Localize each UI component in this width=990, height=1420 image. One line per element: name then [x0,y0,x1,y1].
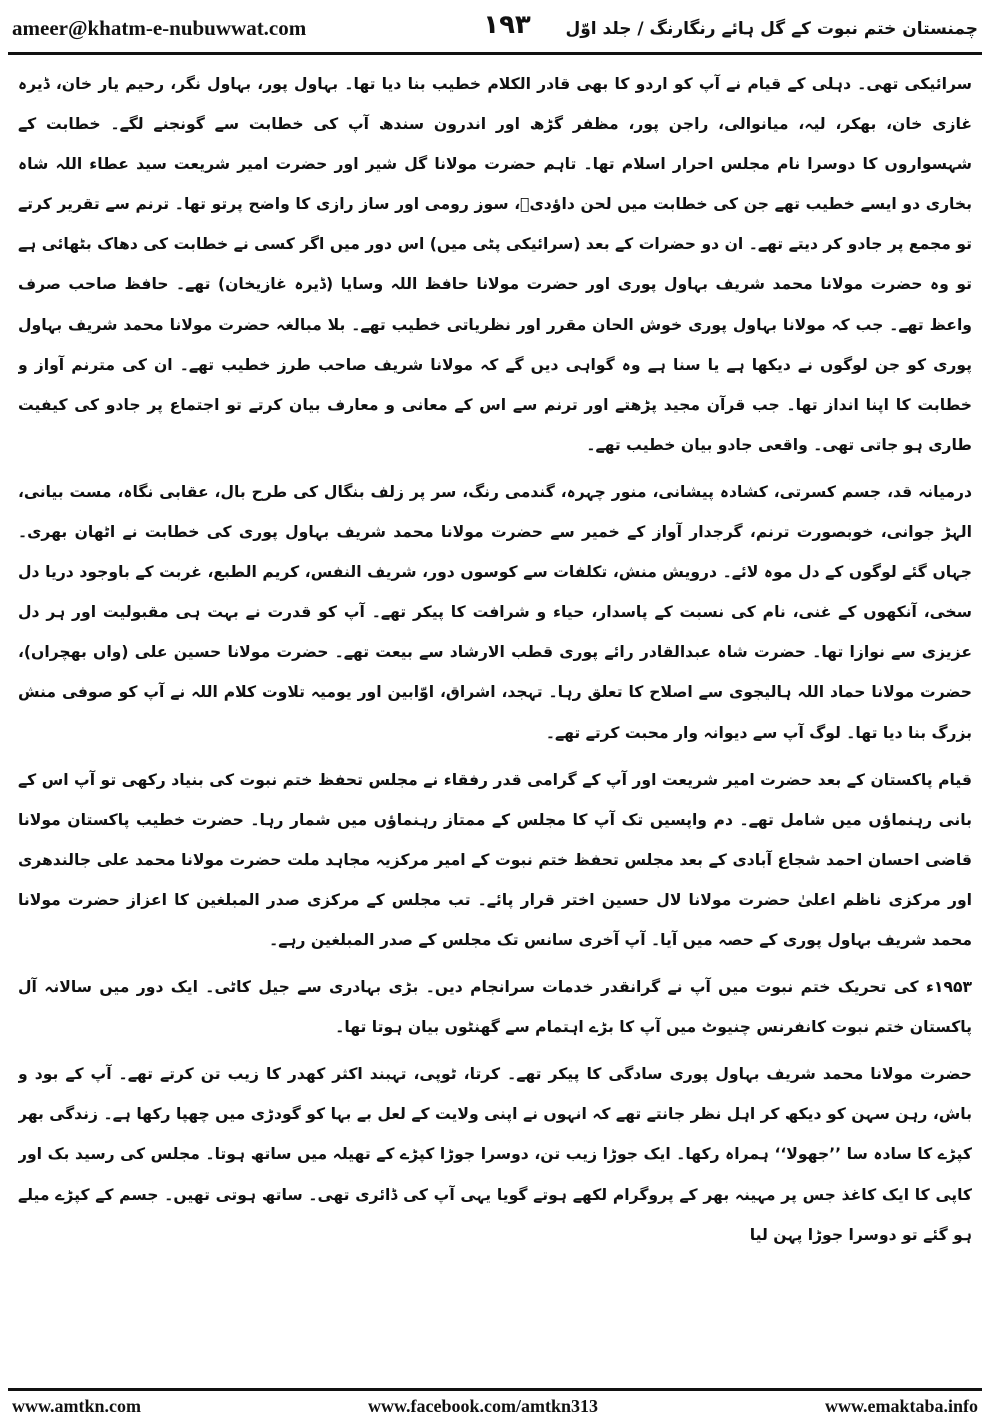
paragraph: حضرت مولانا محمد شریف بہاول پوری سادگی کا پیکر تھے۔ کرتا، ٹوپی، تہبند اکثر کھدر کا زیب تن کرتے تھے۔ آپ کے بود و باش، رہن سہن کو دیکھ کر اہل نظر جانتے تھے کہ انہوں نے اپنی ولایت کے لعل بے بہا کو گودڑی میں چھپا رکھا ہے۔ زندگی بھر کپڑے کا سادہ سا ’’جھولا‘‘ ہمراہ رکھا۔ ایک جوڑا زیب تن، دوسرا جوڑا کپڑے کے تھیلہ میں ساتھ ہوتا۔ مجلس کی رسید بک اور کاپی کا ایک کاغذ جس پر مہینہ بھر کے پروگرام لکھے ہوتے گویا یہی آپ کی ڈائری تھی۔ ساتھ ہوتی تھیں۔ جسم کے کپڑے میلے ہو گئے تو دوسرا جوڑا پہن لیا [18,1065,972,1244]
page-header [12,8,978,48]
book-title: چمنستان ختم نبوت کے گل ہائے رنگارنگ / جلد اوّل [565,18,978,39]
page-footer [12,1394,978,1418]
footer-link-right[interactable]: www.emaktaba.info [824,1395,978,1416]
paragraph: قیام پاکستان کے بعد حضرت امیر شریعت اور آپ کے گرامی قدر رفقاء نے مجلس تحفظ ختم نبوت کی بنیاد رکھی تو آپ اس کے بانی رہنماؤں میں شامل تھے۔ دم واپسیں تک آپ کا مجلس کے ممتاز رہنماؤں میں شمار رہا۔ حضرت خطیب پاکستان مولانا قاضی احسان احمد شجاع آبادی کے بعد مجلس تحفظ ختم نبوت کے امیر مرکزیہ مجاہد ملت حضرت مولانا محمد علی جالندھری اور مرکزی ناظم اعلیٰ حضرت مولانا لال حسین اختر قرار پائے۔ تب مجلس کے مرکزی صدر المبلغین کا اعزاز حضرت مولانا محمد شریف بہاول پوری کے حصہ میں آیا۔ آپ آخری سانس تک مجلس کے صدر المبلغین رہے۔ [18,770,972,949]
page-number: ۱۹۳ [483,10,531,40]
paragraph: درمیانہ قد، جسم کسرتی، کشادہ پیشانی، منور چہرہ، گندمی رنگ، سر پر زلف بنگال کی طرح بال، عقابی نگاہ، مست بیانی، الہڑ جوانی، خوبصورت ترنم، گرجدار آواز کے خمیر سے حضرت مولانا محمد شریف بہاول پوری کی خطابت نے اٹھان بھری۔ جہاں گئے لوگوں کے دل موہ لائے۔ درویش منش، تکلفات سے کوسوں دور، شریف النفس، کریم الطبع، غربت کے باوجود دریا دل سخی، آنکھوں کے غنی، نام کی نسبت کے پاسدار، حیاء و شرافت کا پیکر تھے۔ آپ کو قدرت نے بہت ہی مقبولیت اور ہر دل عزیزی سے نوازا تھا۔ حضرت شاہ عبدالقادر رائے پوری قطب الارشاد سے بیعت تھے۔ حضرت مولانا حسین علی (واں بھچراں)، حضرت مولانا حماد اللہ ہالیجوی سے اصلاح کا تعلق رہا۔ تہجد، اشراق، اوّابین اور یومیہ تلاوت کلام اللہ نے آپ کو صوفی منش بزرگ بنا دیا تھا۔ لوگ آپ سے دیوانہ وار محبت کرتے تھے۔ [18,482,972,742]
footer-link-left[interactable]: www.amtkn.com [12,1395,141,1416]
paragraph: سرائیکی تھی۔ دہلی کے قیام نے آپ کو اردو کا بھی قادر الکلام خطیب بنا دیا تھا۔ بہاول پور، بہاول نگر، رحیم یار خان، ڈیرہ غازی خان، بھکر، لیہ، میانوالی، راجن پور، مظفر گڑھ اور اندرون سندھ آپ کی خطابت سے گونجنے لگے۔ خطابت کے شہسواروں کا دوسرا نام مجلس احرار اسلام تھا۔ تاہم حضرت مولانا گل شیر اور حضرت امیر شریعت سید عطاء اللہ شاہ بخاری دو ایسے خطیب تھے جن کی خطابت میں لحن داؤدیؑ، سوز رومی اور ساز رازی کا واضح پرتو تھا۔ ترنم سے تقریر کرتے تو مجمع پر جادو کر دیتے تھے۔ ان دو حضرات کے بعد (سرائیکی پٹی میں) اس دور میں اگر کسی نے خطابت کی دھاک بٹھائی ہے تو وہ حضرت مولانا محمد شریف بہاول پوری اور حضرت مولانا حافظ اللہ وسایا (ڈیرہ غازیخان) تھے۔ حافظ صاحب صرف واعظ تھے۔ جب کہ مولانا بہاول پوری خوش الحان مقرر اور نظریاتی خطیب تھے۔ بلا مبالغہ حضرت مولانا محمد شریف بہاول پوری کو جن لوگوں نے دیکھا ہے یا سنا ہے وہ گواہی دیں گے کہ مولانا شریف صاحب طرز خطیب تھے۔ ان کی مترنم آواز و خطابت کا اپنا انداز تھا۔ جب قرآن مجید پڑھتے اور ترنم سے اس کے معانی و معارف بیان کرتے تو اجتماع پر جادو کی کیفیت طاری ہو جاتی تھی۔ واقعی جادو بیان خطیب تھے۔ [18,75,972,454]
footer-link-center[interactable]: www.facebook.com/amtkn313 [367,1395,598,1416]
paragraph: ۱۹۵۳ء کی تحریک ختم نبوت میں آپ نے گرانقدر خدمات سرانجام دیں۔ بڑی بہادری سے جیل کاٹی۔ ایک دور میں سالانہ آل پاکستان ختم نبوت کانفرنس چنیوٹ میں آپ کا بڑے اہتمام سے گھنٹوں بیان ہوتا تھا۔ [18,978,972,1037]
page-body [18,64,972,1384]
footer-rule [8,1388,982,1391]
header-email[interactable]: ameer@khatm-e-nubuwwat.com [12,15,307,40]
header-rule [8,52,982,55]
